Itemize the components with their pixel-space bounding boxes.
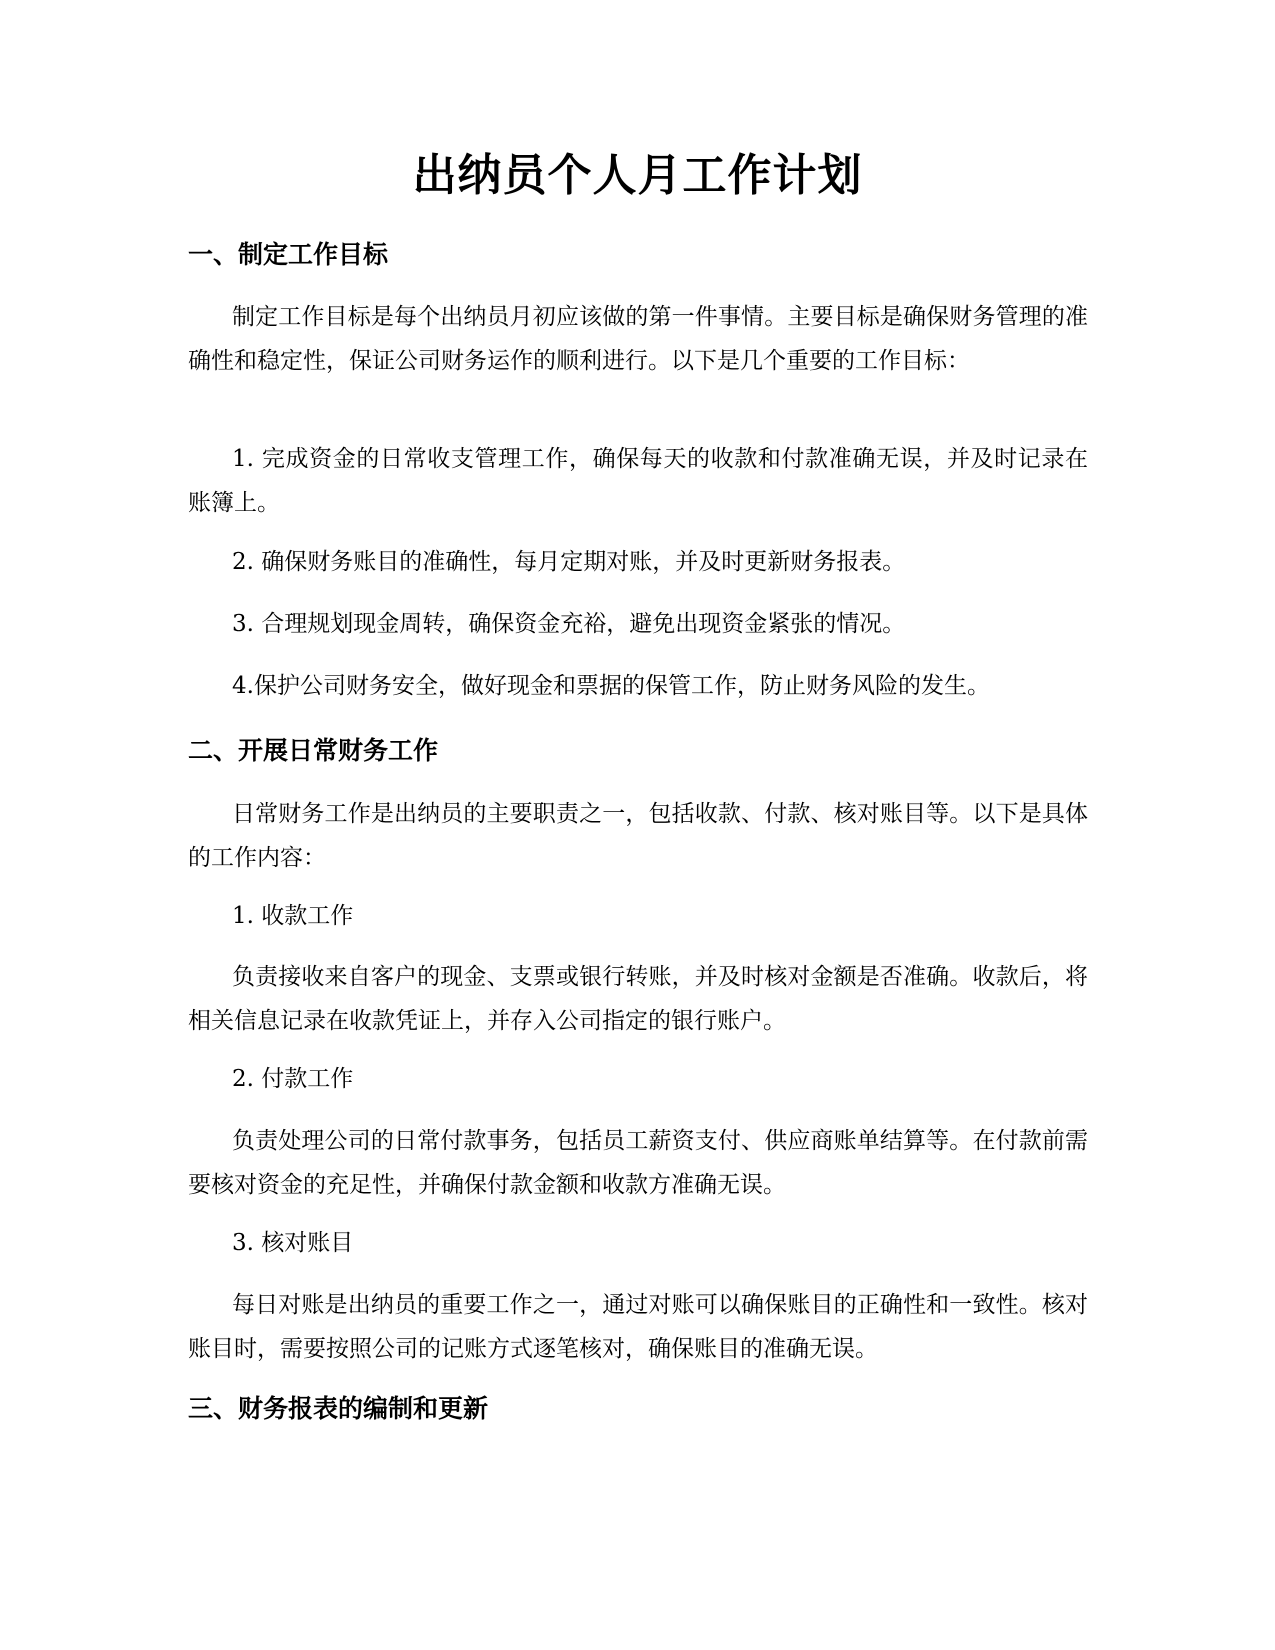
paragraph-receipts: 负责接收来自客户的现金、支票或银行转账，并及时核对金额是否准确。收款后，将相关信息记录在收款凭证上，并存入公司指定的银行账户。	[188, 964, 1088, 1034]
list-item-goal-3: 3. 合理规划现金周转，确保资金充裕，避免出现资金紧张的情况。	[232, 611, 906, 637]
section-heading-goals: 一、制定工作目标	[188, 240, 389, 269]
subheading-reconciliation: 3. 核对账目	[232, 1230, 354, 1256]
list-item-goal-2: 2. 确保财务账目的准确性，每月定期对账，并及时更新财务报表。	[232, 549, 906, 575]
paragraph-goals-intro: 制定工作目标是每个出纳员月初应该做的第一件事情。主要目标是确保财务管理的准确性和稳定性，保证公司财务运作的顺利进行。以下是几个重要的工作目标：	[188, 304, 1088, 374]
paragraph-daily-intro: 日常财务工作是出纳员的主要职责之一，包括收款、付款、核对账目等。以下是具体的工作内容：	[188, 801, 1088, 871]
list-item-goal-1: 1. 完成资金的日常收支管理工作，确保每天的收款和付款准确无误，并及时记录在账簿上。	[188, 446, 1088, 516]
page-title: 出纳员个人月工作计划	[412, 150, 863, 201]
section-heading-reports: 三、财务报表的编制和更新	[188, 1394, 489, 1423]
list-item-goal-4: 4.保护公司财务安全，做好现金和票据的保管工作，防止财务风险的发生。	[232, 673, 990, 699]
paragraph-reconciliation: 每日对账是出纳员的重要工作之一，通过对账可以确保账目的正确性和一致性。核对账目时，需要按照公司的记账方式逐笔核对，确保账目的准确无误。	[188, 1292, 1088, 1362]
subheading-receipts: 1. 收款工作	[232, 903, 354, 929]
subheading-payments: 2. 付款工作	[232, 1066, 354, 1092]
paragraph-payments: 负责处理公司的日常付款事务，包括员工薪资支付、供应商账单结算等。在付款前需要核对资金的充足性，并确保付款金额和收款方准确无误。	[188, 1128, 1088, 1198]
section-heading-daily-work: 二、开展日常财务工作	[188, 736, 439, 765]
